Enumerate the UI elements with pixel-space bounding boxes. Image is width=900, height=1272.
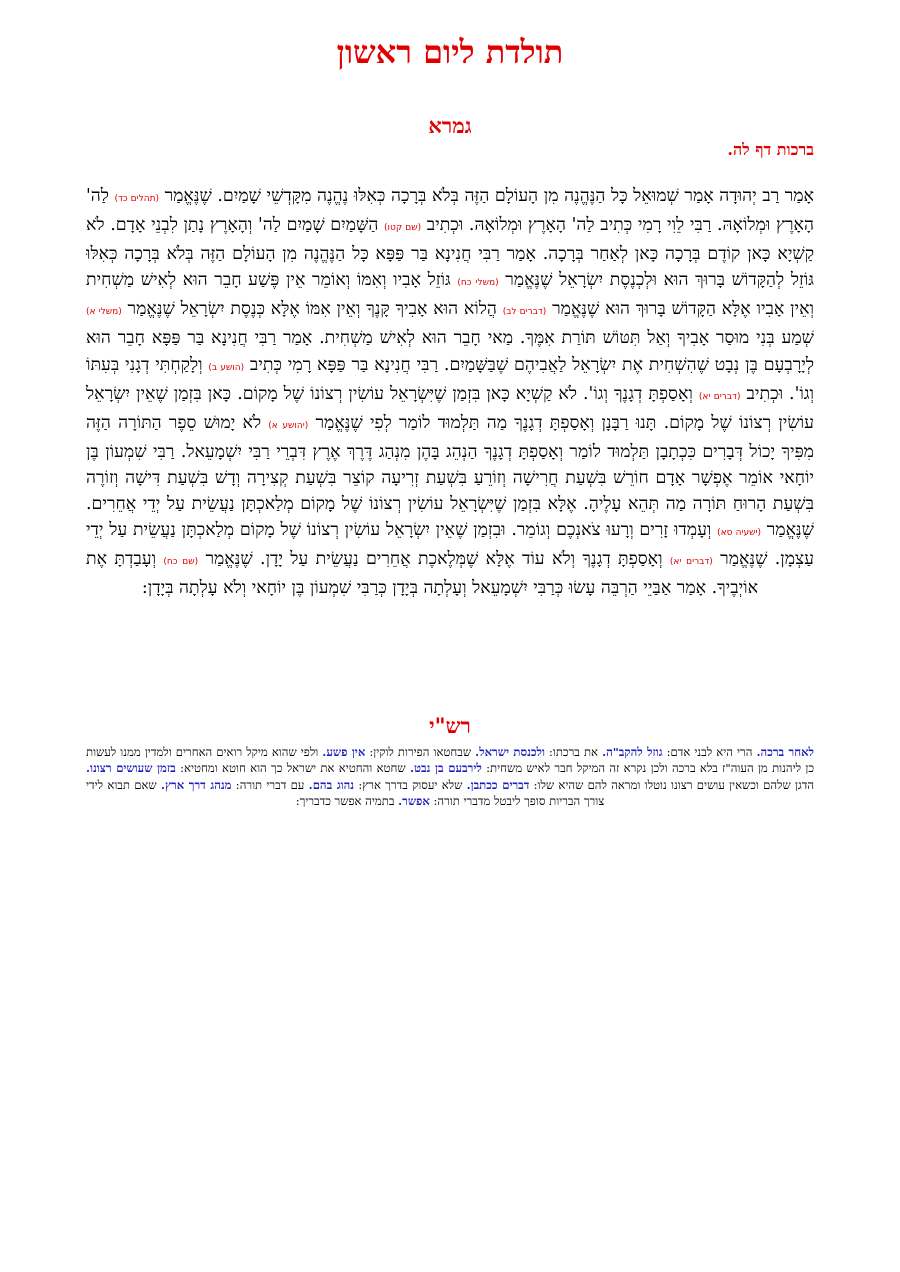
gemara-text-segment: אָמַר רַב יְהוּדָה אָמַר שְׁמוּאֵל כָּל הַנֶּהֱנֶה מִן הָעוֹלָם הַזֶּה בְּלֹא בְּרָכָה כְּאִלּוּ נֶהֱנֶה מִקָּדְשֵׁי שָׁמַיִם. שֶׁנֶּאֱמַר (159, 186, 814, 206)
rashi-text-segment: שלא יעסוק בדרך ארץ: (354, 777, 467, 792)
rashi-dibbur-hamatchil: אפשר. (398, 794, 430, 809)
rashi-text-segment: שאם תבוא לידי צורך הבריות סופך ליבטל מדברי תורה: (86, 777, 605, 809)
rashi-dibbur-hamatchil: לאחר ברכה. (756, 745, 814, 759)
verse-reference: (דברים לב) (502, 307, 547, 318)
rashi-heading: רש"י (429, 713, 471, 738)
gemara-text-segment: גּוֹזֵל אָבִיו וְאִמּוֹ וְאוֹמֵר אֵין פֶּשַׁע חָבֵר הוּא לְאִישׁ מַשְׁחִית וְאֵין אָבִיו אֶלָּא הַקָּדוֹשׁ בָּרוּךְ הוּא שֶׁנֶּאֱמַר (86, 270, 814, 320)
daf-reference: ברכות דף לה. (727, 140, 814, 159)
rashi-text-segment: הדגן שלהם וכשאין עושים רצונו נוטלו ומראה להם שהיא שלו: (529, 777, 815, 792)
verse-reference: (שם קטו) (384, 223, 422, 234)
gemara-text-segment: שְׁמַע בְּנִי מוּסַר אָבִיךָ וְאַל תִּטּוֹשׁ תּוֹרַת אִמֶּךָ. מַאי חָבֵר הוּא לְאִישׁ מַשְׁחִית. אָמַר רַבִּי חֲנִינָא בַּר פַּפָּא חָבֵר הוּא לְיָרָבְעָם בֶּן נְבָט שֶׁהִשְׁחִית אֶת יִשְׂרָאֵל לַאֲבִיהֶם שֶׁבַּשָּׁמַיִם. רַבִּי חֲנִינָא בַּר פַּפָּא רָמִי כְּתִיב (86, 328, 815, 375)
verse-reference: (יהושע א) (268, 420, 309, 431)
verse-reference: (שם כח) (163, 557, 199, 568)
gemara-text (86, 183, 814, 601)
gemara-text-segment: הֲלוֹא הוּא אָבִיךָ קָּנֶךָ וְאֵין אִמּוֹ אֶלָּא כְּנֶסֶת יִשְׂרָאֵל שֶׁנֶּאֱמַר (121, 299, 503, 320)
gemara-text-segment: לֹא יָמוּשׁ סֵפֶר הַתּוֹרָה הַזֶּה מִפִּיךָ יָכוֹל דְּבָרִים כִּכְתָבָן תַּלְמוּד לוֹמַר וְאָסַפְתָּ דְגָנֶךָ הַנְהֵג בָּהֶן מִנְהַג דֶּרֶךְ אֶרֶץ דִּבְרֵי רַבִּי יִשְׁמָעֵאל. רַבִּי שִׁמְעוֹן בֶּן יוֹחָאי אוֹמֵר אֶפְשָׁר אָדָם חוֹרֵשׁ בִּשְׁעַת חֲרִישָׁה וְזוֹרֵעַ בִּשְׁעַת זְרִיעָה קוֹצֵר בִּשְׁעַת קְצִירָה וְדָשׁ בִּשְׁעַת דִּישָׁה וְזוֹרֶה בִּשְׁעַת הָרוּחַ תּוֹרָה מַה תְּהֵא עָלֶיהָ. אֶלָּא בִּזְמַן שֶׁיִּשְׂרָאֵל עוֹשִׂין רְצוֹנוֹ שֶׁל מָקוֹם מְלַאכְתָּן נַעֲשֵׂית עַל יְדֵי אֲחֵרִים. שֶׁנֶּאֱמַר (86, 412, 814, 541)
page-title: תולדת ליום ראשון (336, 33, 564, 71)
gemara-text-segment: וְאָסַפְתָּ דְגָנֶךָ וְגוֹ'. לֹא קַשְׁיָא כָּאן בִּזְמַן שֶׁיִּשְׂרָאֵל עוֹשִׂין רְצוֹנוֹ שֶׁל מָקוֹם. כָּאן בִּזְמַן שֶׁאֵין יִשְׂרָאֵל עוֹשִׂין רְצוֹנוֹ שֶׁל מָקוֹם. תָּנוּ רַבָּנָן וְאָסַפְתָּ דְגָנֶךָ מַה תַּלְמוּד לוֹמַר לְפִי שֶׁנֶּאֱמַר (86, 383, 814, 433)
rashi-text-segment: שחטא והחטיא את ישראל כך הוא חוטא ומחטיא: (175, 761, 410, 776)
rashi-dibbur-hamatchil: נהוג בהם. (308, 777, 355, 792)
rashi-text-segment: את ברכתו: (544, 745, 603, 759)
rashi-dibbur-hamatchil: דברים ככתבן. (466, 777, 530, 792)
rashi-text-segment: עם דברי תורה: (231, 777, 309, 792)
verse-reference: (דברים יא) (698, 391, 741, 402)
verse-reference: (ישעיה סא) (717, 528, 761, 539)
rashi-text-segment: הרי היא לבני אדם: (662, 745, 757, 759)
rashi-text-segment: בתמיה אפשר כדבריך: (295, 794, 399, 809)
rashi-text-segment: ולפי שהוא מיקל רואים האחרים ולמדין ממנו לעשות כן ליהנות מן העוה"ז בלא ברכה ולכן נקרא זה המיקל חבר לאיש משחית: (86, 745, 814, 776)
rashi-dibbur-hamatchil: בזמן שעושים רצונו. (86, 761, 176, 776)
rashi-dibbur-hamatchil: גוזל להקב"ה. (602, 745, 663, 759)
gemara-text-segment: וְעָבַדְתָּ אֶת אוֹיְבֶיךָ. אָמַר אַבַּיֵי הַרְבֵּה עָשׂוּ כְּרַבִּי יִשְׁמָעֵאל וְעָלְתָה בְּיָדָן כְּרַבִּי שִׁמְעוֹן בֶּן יוֹחָאי וְלֹא עָלְתָה בְּיָדָן: (86, 549, 759, 599)
rashi-dibbur-hamatchil: מנהג דרך ארץ. (160, 777, 232, 792)
rashi-text-segment: שבחטאו הפירות לוקין: (365, 745, 476, 759)
gemara-text-segment: וְעָמְדוּ זָרִים וְרָעוּ צֹאנְכֶם וְגוֹמֵר. וּבִזְמַן שֶׁאֵין יִשְׂרָאֵל עוֹשִׂין רְצוֹנוֹ שֶׁל מָקוֹם מְלַאכְתָּן נַעֲשֵׂית עַל יְדֵי עַצְמָן. שֶׁנֶּאֱמַר (86, 520, 814, 570)
verse-reference: (תהלים כד) (114, 194, 159, 204)
rashi-text (86, 744, 814, 810)
gemara-text-segment: לַה' הָאָרֶץ וּמְלוֹאָהּ. רַבִּי לֵוִי רָמִי כְּתִיב לַה' הָאָרֶץ וּמְלוֹאָהּ. וּכְתִיב (86, 186, 815, 236)
rashi-dibbur-hamatchil: ולכנסת ישראל. (475, 745, 545, 759)
gemara-text-segment: הַשָּׁמַיִם שָׁמַיִם לַה' וְהָאָרֶץ נָתַן לִבְנֵי אָדָם. לֹא קַשְׁיָא כָּאן קוֹדֶם בְּרָכָה כָּאן לְאַחַר בְּרָכָה. אָמַר רַבִּי חֲנִינָא בַּר פַּפָּא כָּל הַנֶּהֱנֶה מִן הָעוֹלָם הַזֶּה בְּלֹא בְּרָכָה כְּאִלּוּ גּוֹזֵל לְהַקָּדוֹשׁ בָּרוּךְ הוּא וּלְכְנֶסֶת יִשְׂרָאֵל שֶׁנֶּאֱמַר (86, 215, 814, 291)
verse-reference: (דברים יא) (669, 557, 713, 568)
rashi-dibbur-hamatchil: לירבעם בן נבט. (409, 761, 482, 776)
gemara-text-segment: וְאָסַפְתָּ דְגָנֶךָ וְלֹא עוֹד אֶלָּא שֶׁמְּלֶאכֶת אֲחֵרִים נַעֲשֵׂית עַל יָדָן. שֶׁנֶּאֱמַר (198, 549, 670, 570)
gemara-text-segment: וְלָקַחְתִּי דְגָנִי בְּעִתּוֹ וְגוֹ'. וּכְתִיב (86, 354, 814, 404)
verse-reference: (משלי כח) (457, 278, 499, 289)
gemara-heading: גמרא (428, 113, 472, 138)
rashi-dibbur-hamatchil: אין פשע. (322, 745, 366, 759)
verse-reference: (משלי א) (86, 307, 122, 318)
verse-reference: (הושע ב) (208, 362, 245, 373)
